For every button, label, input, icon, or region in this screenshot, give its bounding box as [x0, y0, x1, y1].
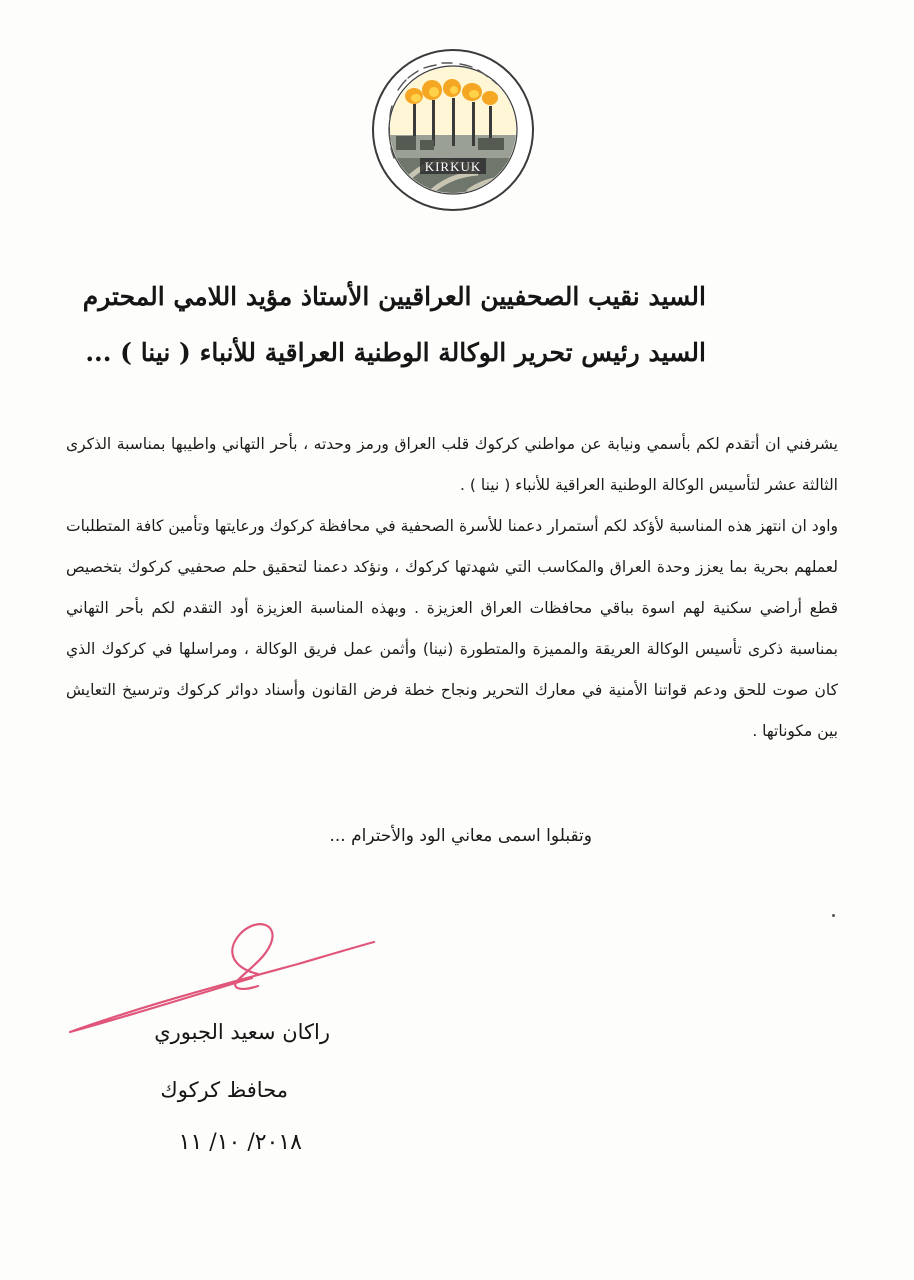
- signer-title: محافظ كركوك: [160, 1078, 288, 1102]
- scan-speck: [832, 914, 835, 917]
- emblem-title: KIRKUK: [424, 159, 482, 174]
- signer-name: راكان سعيد الجبوري: [154, 1020, 330, 1044]
- addressee-line-1: السيد نقيب الصحفيين العراقيين الأستاذ مؤيد اللامي المحترم: [82, 282, 706, 311]
- closing-line: وتقبلوا اسمى معاني الود والأحترام ...: [329, 826, 592, 846]
- body-paragraph-1: يشرفني ان أتقدم لكم بأسمي ونيابة عن مواطني كركوك قلب العراق ورمز وحدته ، بأحر التهاني واطيبها بمناسبة الذكرى الثالثة عشر لتأسيس الوكالة الوطنية العراقية للأنباء ( نينا ) .: [66, 435, 838, 494]
- letter-body: [66, 424, 838, 752]
- addressee-line-2: السيد رئيس تحرير الوكالة الوطنية العراقية للأنباء ( نينا ) ...: [85, 338, 706, 367]
- body-paragraph-2: واود ان انتهز هذه المناسبة لأؤكد لكم أستمرار دعمنا للأسرة الصحفية في محافظة كركوك ورعايتها وتأمين كافة المتطلبات لعملهم بحرية بما يعزز وحدة العراق والمكاسب التي شهدتها كركوك ، ونؤكد دعمنا لتحقيق حلم صحفيي كركوك بتخصيص قطع أراضي سكنية لهم اسوة بباقي محافظات العراق العزيزة . وبهذه المناسبة العزيزة أود التقدم لكم بأحر التهاني بمناسبة ذكرى تأسيس الوكالة العريقة والمميزة والمتطورة (نينا) وأثمن عمل فريق الوكالة ، ومراسلها في كركوك الذي كان صوت للحق ودعم قواتنا الأمنية في معارك التحرير ونجاح خطة فرض القانون وأسناد دوائر كركوك وترسيخ التعايش بين مكوناتها .: [66, 517, 838, 740]
- kirkuk-emblem-logo: [368, 40, 538, 216]
- letter-date: ٢٠١٨/ ١٠/ ١١: [178, 1130, 302, 1155]
